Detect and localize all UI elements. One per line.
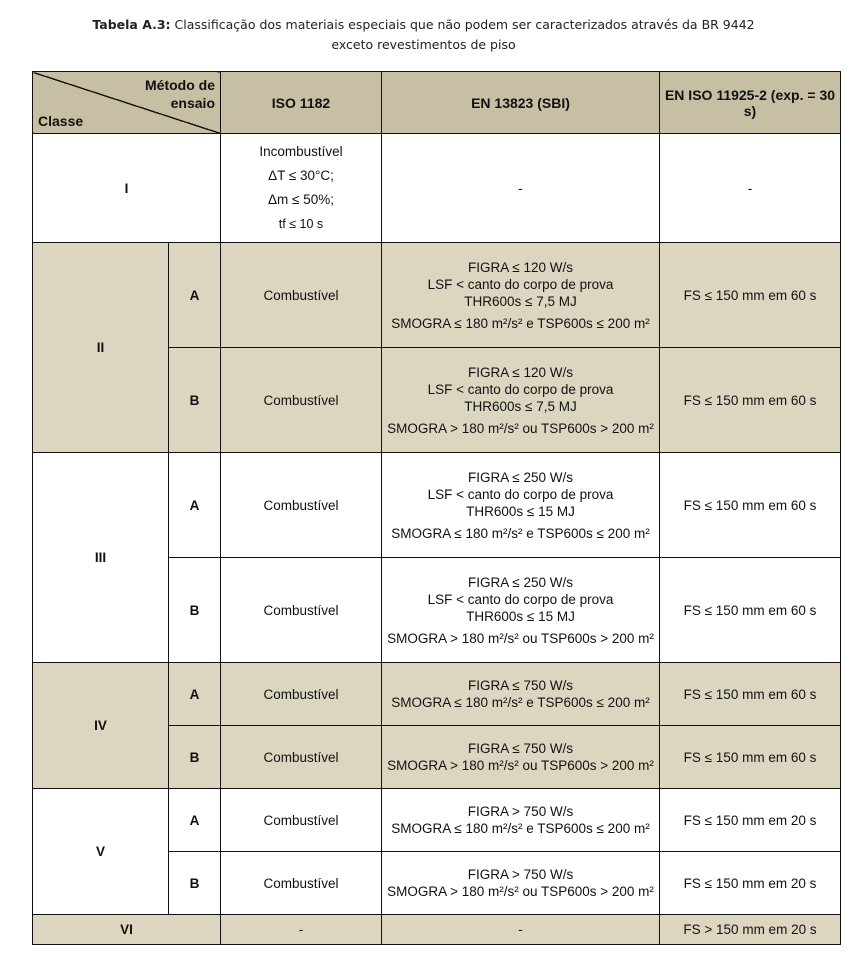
sbi-line: SMOGRA ≤ 180 m²/s² e TSP600s ≤ 200 m² bbox=[391, 525, 650, 541]
sbi-line: LSF < canto do corpo de prova bbox=[427, 486, 614, 502]
caption-label: Tabela A.3: bbox=[92, 17, 171, 32]
sbi-line: FIGRA ≤ 250 W/s bbox=[468, 469, 573, 485]
caption-text-line1: Classificação dos materiais especiais que não podem ser caracterizados através da BR 9442 bbox=[170, 17, 755, 32]
sbi-line: FIGRA > 750 W/s bbox=[467, 804, 574, 819]
iso-line: Δm ≤ 50%; bbox=[268, 192, 334, 207]
sbi-cell bbox=[382, 453, 660, 558]
class-label: VI bbox=[33, 915, 221, 945]
subclass-label: A bbox=[169, 243, 221, 348]
en-cell: - bbox=[660, 134, 841, 243]
en-cell: FS ≤ 150 mm em 60 s bbox=[660, 243, 841, 348]
subclass-label: B bbox=[169, 348, 221, 453]
en-cell: FS ≤ 150 mm em 60 s bbox=[660, 663, 841, 726]
header-en13823: EN 13823 (SBI) bbox=[382, 72, 660, 134]
header-metodo: Método de ensaio bbox=[145, 77, 215, 111]
class-label: I bbox=[33, 134, 221, 243]
sbi-line: LSF < canto do corpo de prova bbox=[427, 591, 614, 607]
iso-cell: - bbox=[221, 915, 382, 945]
sbi-line: SMOGRA ≤ 180 m²/s² e TSP600s ≤ 200 m² bbox=[391, 315, 650, 331]
subclass-label: B bbox=[169, 852, 221, 915]
en-cell: FS ≤ 150 mm em 60 s bbox=[660, 348, 841, 453]
table-caption bbox=[0, 15, 847, 55]
iso-line: ΔT ≤ 30°C; bbox=[268, 168, 334, 183]
classification-table bbox=[32, 71, 841, 945]
subclass-label: A bbox=[169, 453, 221, 558]
table-row-class-iv-a bbox=[33, 663, 841, 726]
sbi-line: SMOGRA ≤ 180 m²/s² e TSP600s ≤ 200 m² bbox=[391, 695, 650, 710]
sbi-cell bbox=[382, 243, 660, 348]
table-row-class-ii-a bbox=[33, 243, 841, 348]
en-cell: FS ≤ 150 mm em 60 s bbox=[660, 726, 841, 789]
sbi-line: SMOGRA > 180 m²/s² ou TSP600s > 200 m² bbox=[387, 758, 654, 773]
en-cell: FS ≤ 150 mm em 60 s bbox=[660, 453, 841, 558]
sbi-line: LSF < canto do corpo de prova bbox=[427, 276, 614, 292]
table-row-class-i bbox=[33, 134, 841, 243]
header-en11925-text: EN ISO 11925-2 (exp. = 30 s) bbox=[664, 86, 836, 119]
iso-cell: Combustível bbox=[221, 453, 382, 558]
iso-cell bbox=[221, 134, 382, 243]
class-label: III bbox=[33, 453, 169, 663]
sbi-line: SMOGRA > 180 m²/s² ou TSP600s > 200 m² bbox=[387, 420, 654, 436]
subclass-label: A bbox=[169, 663, 221, 726]
en-cell: FS ≤ 150 mm em 20 s bbox=[660, 789, 841, 852]
header-diagonal-cell bbox=[33, 72, 221, 134]
sbi-line: SMOGRA > 180 m²/s² ou TSP600s > 200 m² bbox=[387, 630, 654, 646]
table-row-class-v-a bbox=[33, 789, 841, 852]
sbi-line: THR600s ≤ 7,5 MJ bbox=[464, 293, 577, 309]
subclass-label: A bbox=[169, 789, 221, 852]
iso-cell: Combustível bbox=[221, 663, 382, 726]
table-row-class-vi bbox=[33, 915, 841, 945]
sbi-line: SMOGRA > 180 m²/s² ou TSP600s > 200 m² bbox=[387, 884, 654, 899]
header-en11925 bbox=[660, 72, 841, 134]
sbi-line: THR600s ≤ 15 MJ bbox=[466, 608, 575, 624]
sbi-line: FIGRA ≤ 120 W/s bbox=[468, 364, 573, 380]
sbi-line: THR600s ≤ 15 MJ bbox=[466, 503, 575, 519]
sbi-cell bbox=[382, 726, 660, 789]
sbi-cell bbox=[382, 852, 660, 915]
sbi-line: FIGRA ≤ 750 W/s bbox=[468, 678, 573, 693]
iso-cell: Combustível bbox=[221, 558, 382, 663]
class-label: II bbox=[33, 243, 169, 453]
subclass-label: B bbox=[169, 558, 221, 663]
sbi-cell bbox=[382, 789, 660, 852]
sbi-line: THR600s ≤ 7,5 MJ bbox=[464, 398, 577, 414]
iso-cell: Combustível bbox=[221, 789, 382, 852]
sbi-cell: - bbox=[382, 134, 660, 243]
sbi-line: FIGRA > 750 W/s bbox=[467, 867, 574, 882]
sbi-cell bbox=[382, 348, 660, 453]
iso-cell: Combustível bbox=[221, 348, 382, 453]
sbi-line: FIGRA ≤ 250 W/s bbox=[468, 574, 573, 590]
en-cell: FS > 150 mm em 20 s bbox=[660, 915, 841, 945]
subclass-label: B bbox=[169, 726, 221, 789]
sbi-line: FIGRA ≤ 120 W/s bbox=[468, 259, 573, 275]
caption-text-line2: exceto revestimentos de piso bbox=[331, 37, 516, 52]
iso-line: tf ≤ 10 s bbox=[278, 217, 324, 231]
sbi-cell: - bbox=[382, 915, 660, 945]
header-iso1182: ISO 1182 bbox=[221, 72, 382, 134]
table-row-class-iii-a bbox=[33, 453, 841, 558]
sbi-cell bbox=[382, 663, 660, 726]
class-label: V bbox=[33, 789, 169, 915]
sbi-line: LSF < canto do corpo de prova bbox=[427, 381, 614, 397]
header-row bbox=[33, 72, 841, 134]
iso-cell: Combustível bbox=[221, 852, 382, 915]
iso-cell: Combustível bbox=[221, 243, 382, 348]
iso-line: Incombustível bbox=[259, 144, 343, 159]
sbi-line: FIGRA ≤ 750 W/s bbox=[468, 741, 573, 756]
en-cell: FS ≤ 150 mm em 20 s bbox=[660, 852, 841, 915]
header-classe: Classe bbox=[38, 113, 84, 129]
en-cell: FS ≤ 150 mm em 60 s bbox=[660, 558, 841, 663]
class-label: IV bbox=[33, 663, 169, 789]
sbi-line: SMOGRA ≤ 180 m²/s² e TSP600s ≤ 200 m² bbox=[391, 821, 650, 836]
iso-cell: Combustível bbox=[221, 726, 382, 789]
sbi-cell bbox=[382, 558, 660, 663]
